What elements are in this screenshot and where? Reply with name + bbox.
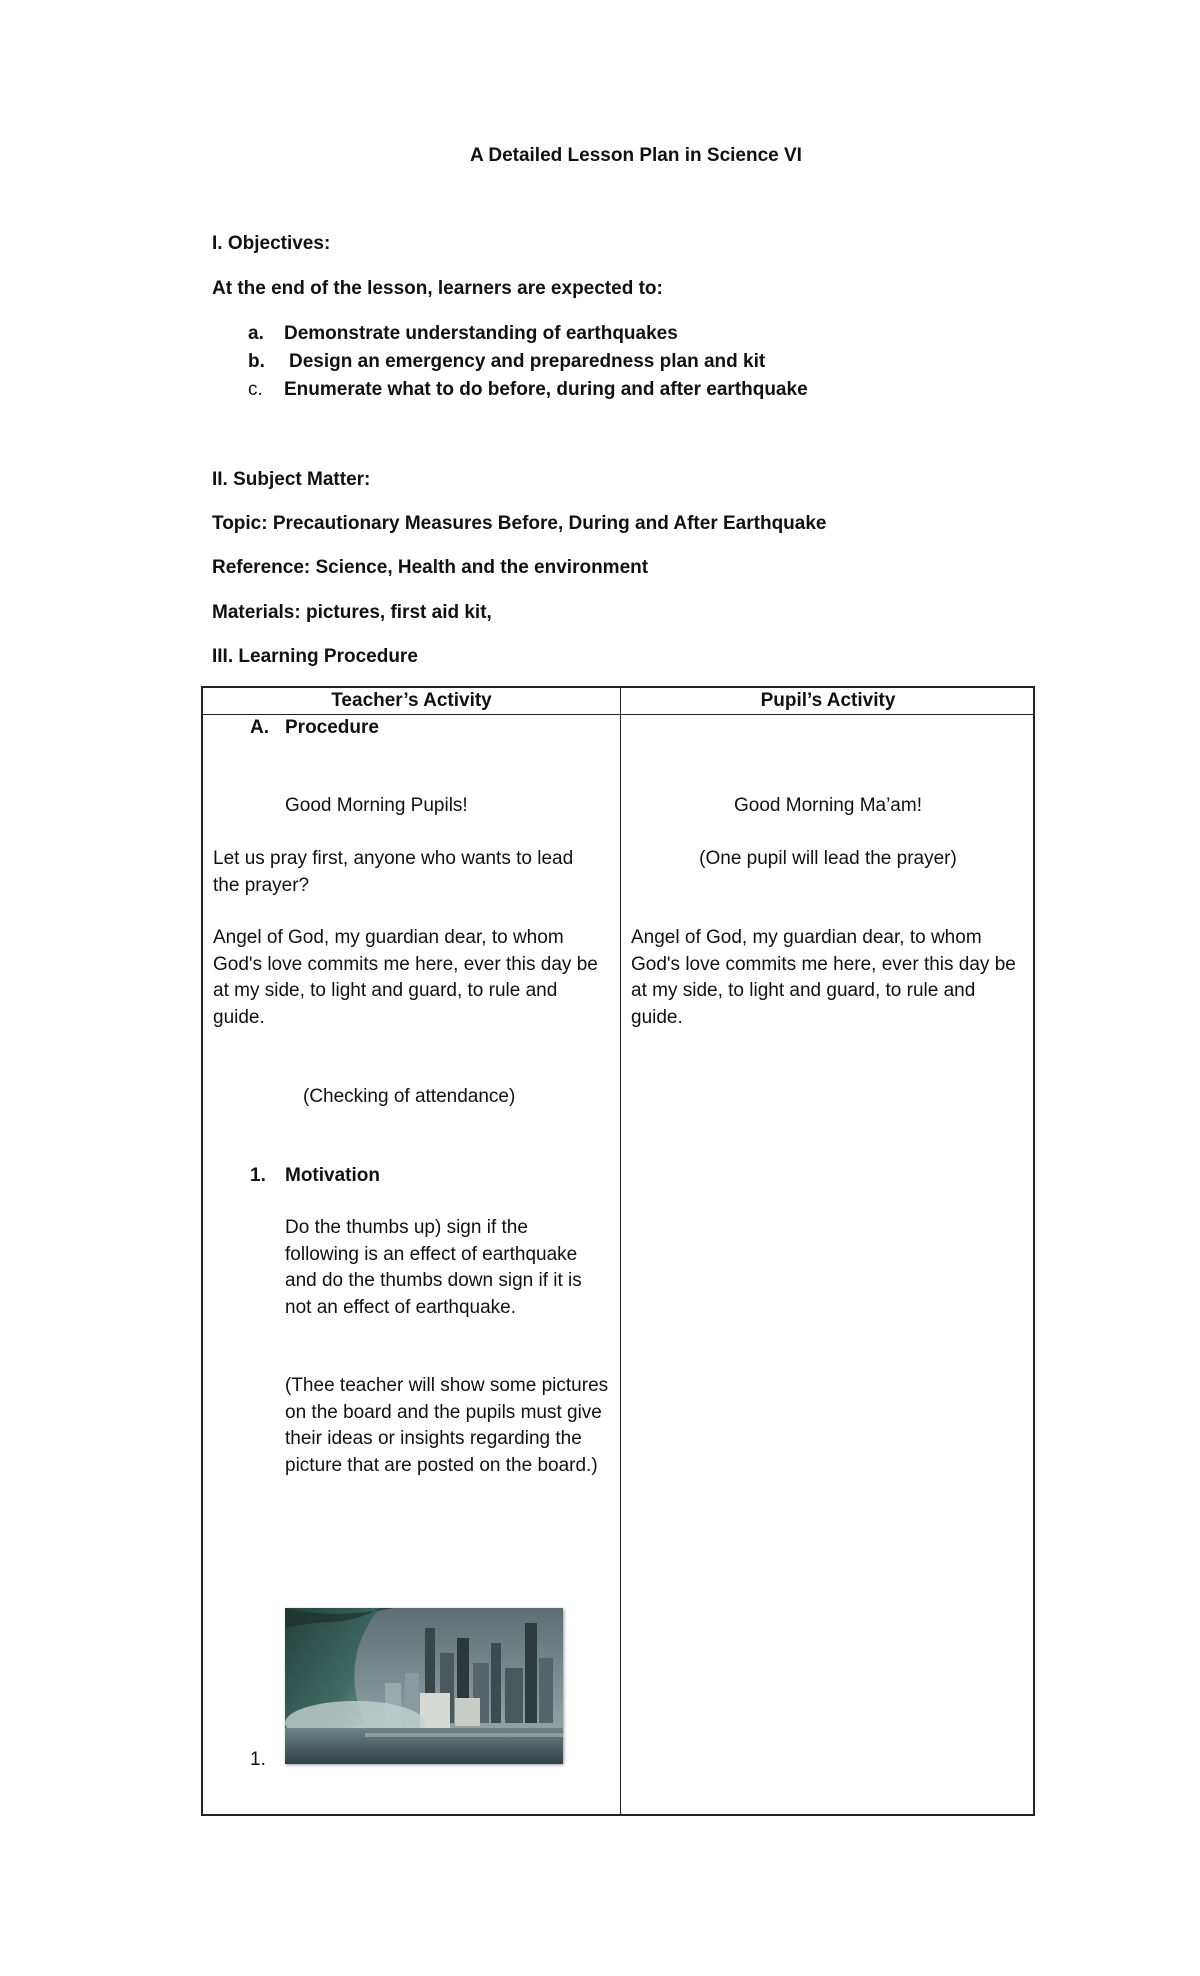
objective-item-a: Demonstrate understanding of earthquakes [284, 323, 678, 344]
picture-marker: 1. [250, 1749, 266, 1770]
teacher-pray-prompt: Let us pray first, anyone who wants to lead the prayer? [213, 848, 574, 896]
teacher-activity-header: Teacher’s Activity [331, 690, 492, 711]
objective-marker-c: c. [248, 379, 263, 400]
objective-item-c: Enumerate what to do before, during and after earthquake [284, 379, 808, 400]
motivation-marker: 1. [250, 1165, 266, 1186]
objectives-heading: I. Objectives: [212, 233, 331, 254]
objective-marker-b: b. [248, 351, 265, 372]
reference-line: Reference: Science, Health and the environment [212, 557, 649, 578]
objective-item-b: Design an emergency and preparedness plan and kit [289, 351, 766, 372]
tsunami-city-illustration [285, 1608, 563, 1764]
teacher-note: (Thee teacher will show some pictures on the board and the pupils must give their ideas or insights regarding the picture that are posted on the board.) [285, 1375, 609, 1476]
subject-matter-heading: II. Subject Matter: [212, 469, 371, 490]
motivation-instructions: Do the thumbs up) sign if the following is an effect of earthquake and do the thumbs down sign if it is not an effect of earthquake. [285, 1217, 582, 1318]
pupil-prayer-lead: (One pupil will lead the prayer) [699, 848, 957, 869]
procedure-marker: A. [250, 717, 269, 738]
document-title: A Detailed Lesson Plan in Science VI [470, 145, 802, 166]
procedure-label: Procedure [285, 717, 379, 738]
objective-marker-a: a. [248, 323, 264, 344]
topic-line: Topic: Precautionary Measures Before, During and After Earthquake [212, 513, 827, 534]
pupil-activity-header: Pupil’s Activity [760, 690, 896, 711]
pupil-greeting: Good Morning Ma’am! [734, 795, 922, 816]
tsunami-city-picture [285, 1608, 563, 1764]
motivation-label: Motivation [285, 1165, 380, 1186]
attendance-note: (Checking of attendance) [303, 1086, 516, 1107]
pupil-prayer: Angel of God, my guardian dear, to whom God's love commits me here, ever this day be at my side, to light and guard, to rule and guide. [631, 927, 1016, 1028]
teacher-prayer: Angel of God, my guardian dear, to whom God's love commits me here, ever this day be at my side, to light and guard, to rule and guide. [213, 927, 598, 1028]
learning-procedure-heading: III. Learning Procedure [212, 646, 418, 667]
teacher-greeting: Good Morning Pupils! [285, 795, 468, 816]
materials-line: Materials: pictures, first aid kit, [212, 602, 492, 623]
objectives-intro: At the end of the lesson, learners are expected to: [212, 278, 663, 299]
